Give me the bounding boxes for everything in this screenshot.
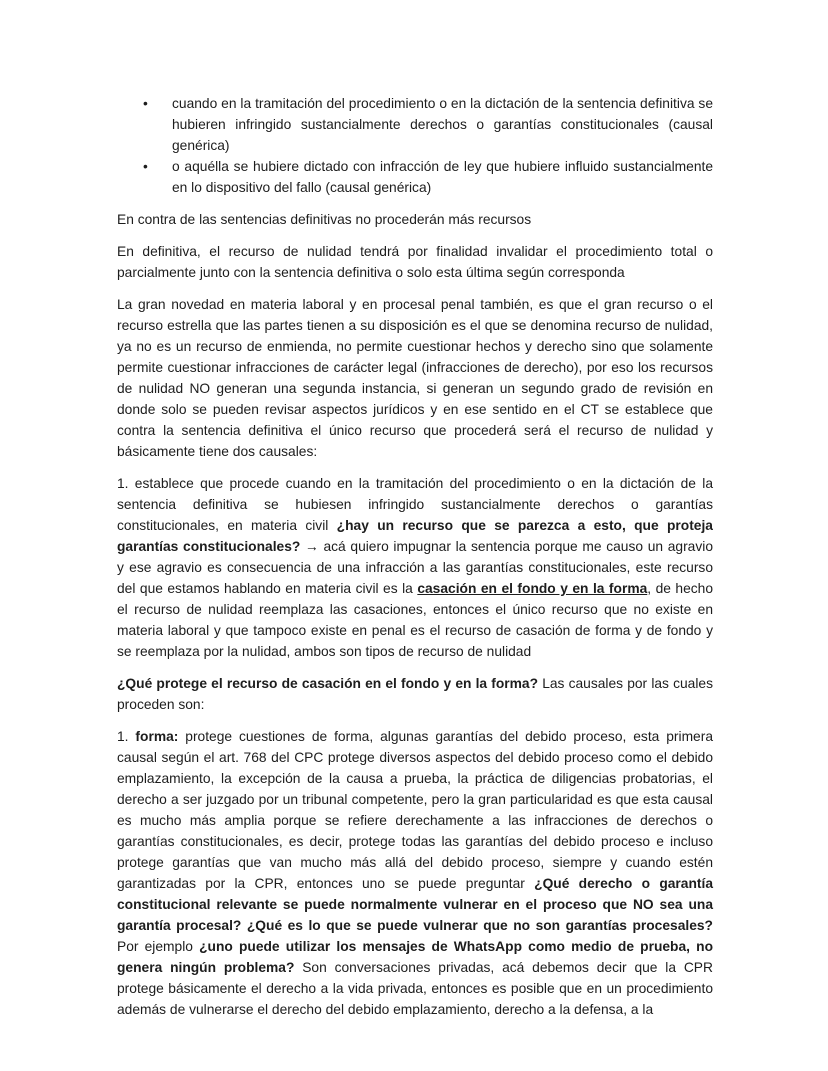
- text-run: cuando en la tramitación del procedimiento o en la dictación de la sentencia definitiva se hubieren infringido sustancialmente derechos o garantías constitucionales (causal genérica): [172, 96, 713, 153]
- bullet-item: [143, 156, 713, 198]
- paragraph: [117, 209, 713, 230]
- bullet-item: [143, 93, 713, 156]
- text-run: 1.: [117, 729, 136, 744]
- text-run: ¿uno puede utilizar los mensajes de WhatsApp como medio de prueba, no genera ningún problema?: [117, 939, 714, 975]
- text-run: , de hecho el recurso de nulidad reemplaza las casaciones, entonces el único recurso que no existe en materia laboral y que tampoco existe en penal es el recurso de casación de forma y de fondo y se reemplaza por la nulidad, ambos son tipos de recurso de nulidad: [117, 581, 713, 659]
- paragraph: [117, 726, 713, 1020]
- paragraph: [117, 473, 713, 662]
- document-content: [117, 93, 713, 1031]
- paragraph: [117, 673, 713, 715]
- text-run: casación en el fondo y en la forma: [417, 581, 648, 596]
- paragraph: [117, 241, 713, 283]
- text-run: Las causales por las cuales proceden son:: [117, 676, 713, 712]
- text-run: protege cuestiones de forma, algunas garantías del debido proceso, esta primera causal según el art. 768 del CPC protege diversos aspectos del debido proceso como el debido emplazamiento, la excepción de la causa a prueba, la práctica de diligencias probatorias, el derecho a ser juzgado por un tribunal competente, pero la gran particularidad es que esta causal es mucho más amplia porque se refiere derechamente a las infracciones de derechos o garantías constitucionales, es decir, protege todas las garantías del debido proceso e incluso protege garantías que van mucho más allá del debido proceso, siempre y cuando estén garantizadas por la CPR, entonces uno se puede preguntar: [117, 729, 714, 891]
- bullet-icon: •: [143, 159, 148, 174]
- text-run: Por ejemplo: [117, 939, 200, 954]
- bullet-list: [117, 93, 713, 198]
- text-run: Son conversaciones privadas, acá debemos decir que la CPR protege básicamente el derecho a la vida privada, entonces es posible que en un procedimiento además de vulnerarse el derecho del debido emplazamiento, derecho a la defensa, a la: [117, 960, 713, 1017]
- text-run: o aquélla se hubiere dictado con infracción de ley que hubiere influido sustancialmente en lo dispositivo del fallo (causal genérica): [172, 159, 713, 195]
- text-run: forma:: [135, 729, 179, 744]
- text-run: ¿Qué derecho o garantía constitucional relevante se puede normalmente vulnerar en el proceso que NO sea una garantía procesal? ¿Qué es lo que se puede vulnerar que no son garantías procesales?: [117, 876, 713, 933]
- text-run: ¿hay un recurso que se parezca a esto, que proteja garantías constitucionales? →: [117, 518, 713, 554]
- bullet-icon: •: [143, 96, 148, 111]
- paragraph: [117, 294, 713, 462]
- text-run: acá quiero impugnar la sentencia porque me causo un agravio y ese agravio es consecuencia de una infracción a las garantías constitucionales, este recurso del que estamos hablando en materia civil es la: [117, 539, 713, 596]
- text-run: La gran novedad en materia laboral y en procesal penal también, es que el gran recurso o el recurso estrella que las partes tienen a su disposición es el que se denomina recurso de nulidad, ya no es un recurso de enmienda, no permite cuestionar hechos y derecho sino que solamente permite cuestionar infracciones de carácter legal (infracciones de derecho), por eso los recursos de nulidad NO generan una segunda instancia, si generan un segundo grado de revisión en donde solo se pueden revisar aspectos jurídicos y en ese sentido en el CT se establece que contra la sentencia definitiva el único recurso que procederá será el recurso de nulidad y básicamente tiene dos causales:: [117, 297, 713, 459]
- text-run: En contra de las sentencias definitivas no procederán más recursos: [117, 212, 532, 227]
- text-run: En definitiva, el recurso de nulidad tendrá por finalidad invalidar el procedimiento total o parcialmente junto con la sentencia definitiva o solo esta última según corresponda: [117, 244, 713, 280]
- text-run: 1. establece que procede cuando en la tramitación del procedimiento o en la dictación de la sentencia definitiva se hubiesen infringido sustancialmente derechos o garantías constitucionales, en materia civil: [117, 476, 713, 533]
- text-run: ¿Qué protege el recurso de casación en el fondo y en la forma?: [117, 676, 539, 691]
